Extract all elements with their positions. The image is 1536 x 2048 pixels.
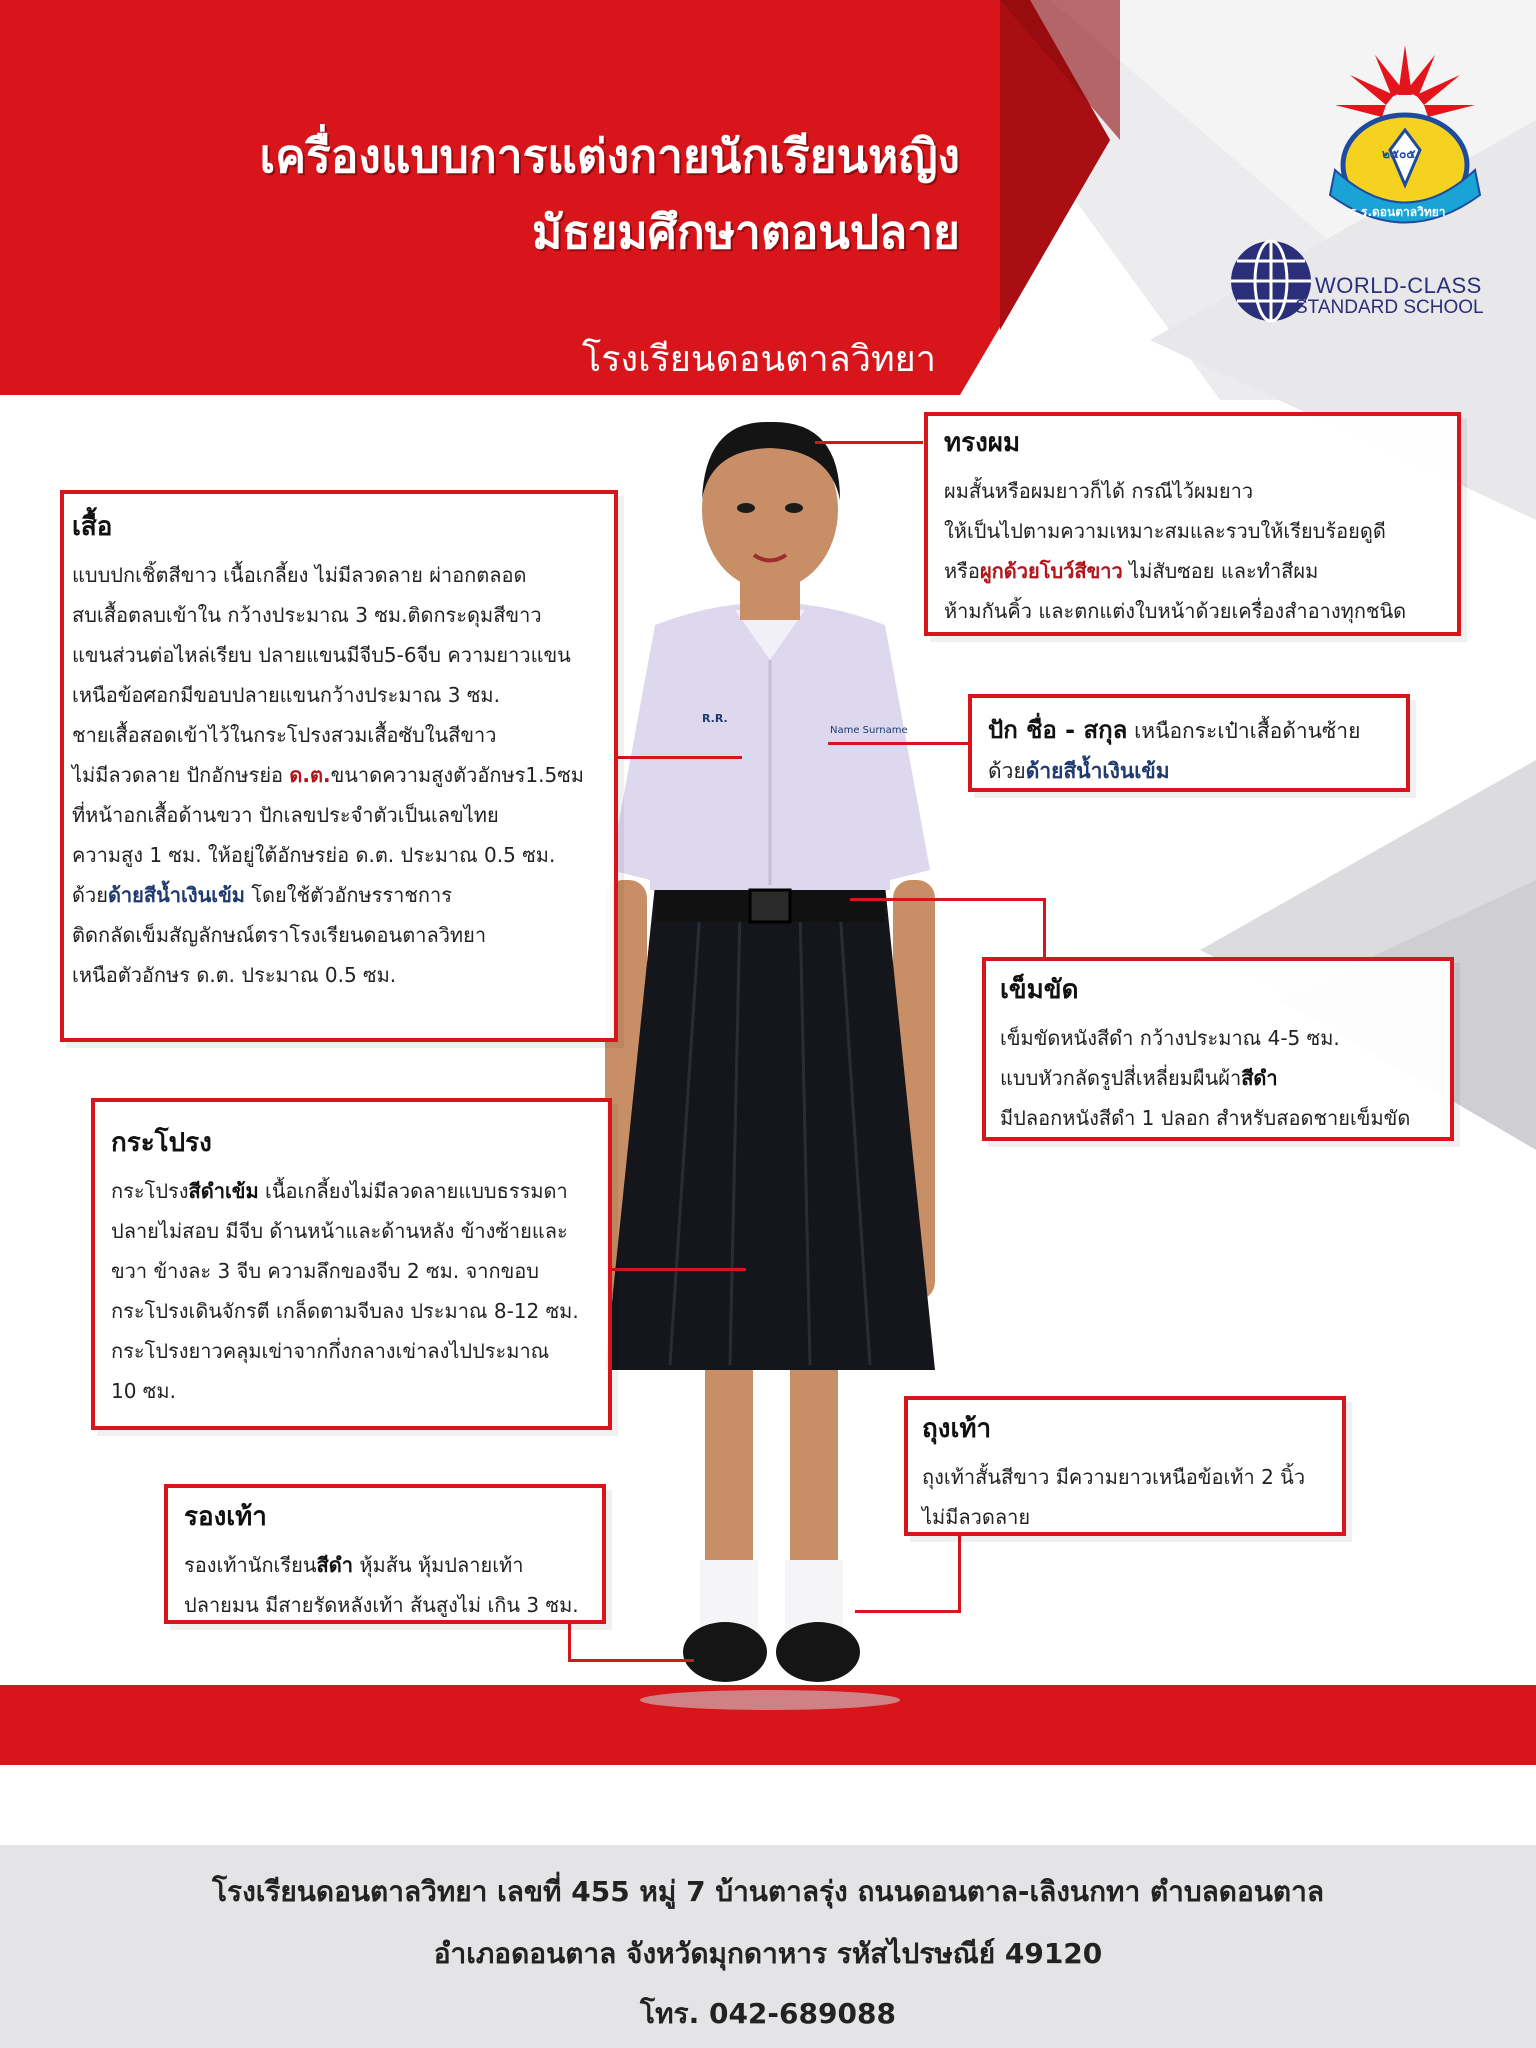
hair-line4: ห้ามกันคิ้ว และตกแต่งใบหน้าด้วยเครื่องสำอางทุกชนิด bbox=[944, 599, 1407, 623]
shirt-line8: ความสูง 1 ซม. ให้อยู่ใต้อักษรย่อ ด.ต. ประมาณ 0.5 ซม. bbox=[72, 843, 556, 867]
shirt-box bbox=[60, 490, 618, 1042]
skirt-title: กระโปรง bbox=[111, 1128, 212, 1158]
shirt-line9-post: โดยใช้ตัวอักษรราชการ bbox=[244, 883, 452, 907]
connector-shoes-v bbox=[568, 1622, 571, 1662]
footer-address-line1: โรงเรียนดอนตาลวิทยา เลขที่ 455 หมู่ 7 บ้านตาลรุ่ง ถนนดอนตาล-เลิงนกทา ตำบลดอนตาล bbox=[211, 1875, 1324, 1908]
shirt-title: เสื้อ bbox=[72, 512, 113, 542]
hair-line3-post: ไม่สับซอย และทำสีผม bbox=[1122, 559, 1319, 583]
school-name-header: โรงเรียนดอนตาลวิทยา bbox=[581, 339, 936, 380]
name-line1-post: เหนือกระเป๋าเสื้อด้านซ้าย bbox=[1127, 719, 1361, 743]
connector-belt-v bbox=[1043, 898, 1046, 958]
skirt-box bbox=[91, 1098, 612, 1430]
connector-hair bbox=[815, 441, 923, 444]
shirt-line7: ที่หน้าอกเสื้อด้านขวา ปักเลขประจำตัวเป็นเลขไทย bbox=[72, 803, 499, 827]
wcss-line1: WORLD-CLASS bbox=[1315, 273, 1482, 298]
footer-phone: โทร. 042-689088 bbox=[640, 1997, 896, 2030]
belt-line1: เข็มขัดหนังสีดำ กว้างประมาณ 4-5 ซม. bbox=[1000, 1026, 1340, 1050]
belt-black: สีดำ bbox=[1241, 1066, 1278, 1090]
shoes-title: รองเท้า bbox=[184, 1502, 267, 1532]
name-title: ปัก ชื่อ - สกุล bbox=[988, 716, 1128, 744]
socks-box bbox=[904, 1396, 1346, 1536]
hair-white-bow: ผูกด้วยโบว์สีขาว bbox=[979, 559, 1123, 583]
skirt-line4: กระโปรงเดินจักรตี เกล็ดตามจีบลง ประมาณ 8-12 ซม. bbox=[111, 1299, 579, 1323]
skirt-line1 bbox=[111, 1171, 592, 1211]
hair-line3-pre: หรือ bbox=[944, 559, 980, 583]
shirt-line5: ชายเสื้อสอดเข้าไว้ในกระโปรงสวมเสื้อซับในสีขาว bbox=[72, 723, 497, 747]
shirt-line11: เหนือตัวอักษร ด.ต. ประมาณ 0.5 ซม. bbox=[72, 963, 397, 987]
shirt-line1: แบบปกเชิ้ตสีขาว เนื้อเกลี้ยง ไม่มีลวดลาย ผ่าอกตลอด bbox=[72, 563, 527, 587]
shoes-black: สีดำ bbox=[316, 1553, 353, 1577]
connector-belt-h bbox=[850, 898, 1046, 901]
skirt-dark-black: สีดำเข้ม bbox=[188, 1179, 259, 1203]
shoes-line1-post: หุ้มส้น หุ้มปลายเท้า bbox=[352, 1553, 524, 1577]
shoes-box bbox=[164, 1484, 606, 1624]
socks-line1: ถุงเท้าสั้นสีขาว มีความยาวเหนือข้อเท้า 2 นิ้ว bbox=[922, 1465, 1306, 1489]
hair-box bbox=[924, 412, 1461, 636]
belt-line3: มีปลอกหนังสีดำ 1 ปลอก สำหรับสอดชายเข็มขัด bbox=[1000, 1106, 1411, 1130]
skirt-line3: ขวา ข้างละ 3 จีบ ความลึกของจีบ 2 ซม. จากขอบ bbox=[111, 1259, 539, 1283]
connector-socks-h bbox=[855, 1610, 961, 1613]
page-title-line1: เครื่องแบบการแต่งกายนักเรียนหญิง bbox=[259, 129, 960, 183]
shoes-line1 bbox=[184, 1545, 586, 1585]
name-line1 bbox=[988, 710, 1390, 751]
hair-line1: ผมสั้นหรือผมยาวก็ได้ กรณีไว้ผมยาว bbox=[944, 479, 1254, 503]
shirt-line6-pre: ไม่มีลวดลาย ปักอักษรย่อ bbox=[72, 763, 290, 787]
skirt-line1-pre: กระโปรง bbox=[111, 1179, 189, 1203]
name-line2 bbox=[988, 751, 1390, 791]
shirt-line2: สบเสื้อตลบเข้าใน กว้างประมาณ 3 ซม.ติดกระดุมสีขาว bbox=[72, 603, 542, 627]
belt-box bbox=[982, 957, 1454, 1141]
belt-line2 bbox=[1000, 1058, 1436, 1098]
shirt-navy-thread: ด้ายสีน้ำเงินเข้ม bbox=[107, 883, 245, 907]
connector-skirt bbox=[612, 1268, 746, 1271]
skirt-line2: ปลายไม่สอบ มีจีบ ด้านหน้าและด้านหลัง ข้างซ้ายและ bbox=[111, 1219, 568, 1243]
school-logo bbox=[1320, 35, 1490, 235]
shoes-line2: ปลายมน มีสายรัดหลังเท้า ส้นสูงไม่ เกิน 3 ซม. bbox=[184, 1593, 579, 1617]
socks-line2: ไม่มีลวดลาย bbox=[922, 1505, 1031, 1529]
hair-line2: ให้เป็นไปตามความเหมาะสมและรวบให้เรียบร้อยดูดี bbox=[944, 519, 1386, 543]
shirt-line9 bbox=[72, 875, 606, 915]
skirt-line1-post: เนื้อเกลี้ยงไม่มีลวดลายแบบธรรมดา bbox=[258, 1179, 568, 1203]
name-line2-pre: ด้วย bbox=[988, 759, 1026, 783]
shoes-line1-pre: รองเท้านักเรียน bbox=[184, 1553, 317, 1577]
skirt-line6: 10 ซม. bbox=[111, 1379, 176, 1403]
connector-shirt bbox=[616, 756, 742, 759]
shirt-line3: แขนส่วนต่อไหล่เรียบ ปลายแขนมีจีบ5-6จีบ ความยาวแขน bbox=[72, 643, 571, 667]
name-embroidery-box bbox=[968, 694, 1410, 792]
school-logo-number: ๒๕๐๕ bbox=[1382, 147, 1416, 161]
hair-line3 bbox=[944, 551, 1441, 591]
connector-socks-v bbox=[958, 1534, 961, 1612]
school-logo-ribbon: ร.ร.ดอนตาลวิทยา bbox=[1350, 205, 1446, 219]
wcss-line2: STANDARD SCHOOL bbox=[1295, 297, 1484, 318]
shirt-line4: เหนือข้อศอกมีขอบปลายแขนกว้างประมาณ 3 ซม. bbox=[72, 683, 500, 707]
shirt-line6 bbox=[72, 755, 606, 795]
shirt-line9-pre: ด้วย bbox=[72, 883, 108, 907]
shirt-tag-left-chest: Name Surname bbox=[830, 725, 908, 736]
belt-line2-pre: แบบหัวกลัดรูปสี่เหลี่ยมผืนผ้า bbox=[1000, 1066, 1242, 1090]
connector-name bbox=[828, 742, 970, 745]
shirt-line10: ติดกลัดเข็มสัญลักษณ์ตราโรงเรียนดอนตาลวิทยา bbox=[72, 923, 487, 947]
shirt-tag-right-chest: R.R. bbox=[702, 712, 728, 725]
name-navy-thread: ด้ายสีน้ำเงินเข้ม bbox=[1025, 759, 1170, 783]
footer-address-line2: อำเภอดอนตาล จังหวัดมุกดาหาร รหัสไปรษณีย์ 49120 bbox=[433, 1937, 1103, 1970]
world-class-logo bbox=[1225, 235, 1505, 325]
shirt-initials: ด.ต. bbox=[289, 763, 331, 787]
page-title-line2: มัธยมศึกษาตอนปลาย bbox=[532, 205, 960, 259]
socks-title: ถุงเท้า bbox=[922, 1414, 992, 1444]
belt-title: เข็มขัด bbox=[1000, 975, 1079, 1005]
hair-title: ทรงผม bbox=[944, 428, 1021, 458]
connector-shoes-h bbox=[568, 1659, 694, 1662]
skirt-line5: กระโปรงยาวคลุมเข่าจากกึ่งกลางเข่าลงไปประมาณ bbox=[111, 1339, 550, 1363]
shirt-line6-post: ขนาดความสูงตัวอักษร1.5ซม bbox=[330, 763, 584, 787]
